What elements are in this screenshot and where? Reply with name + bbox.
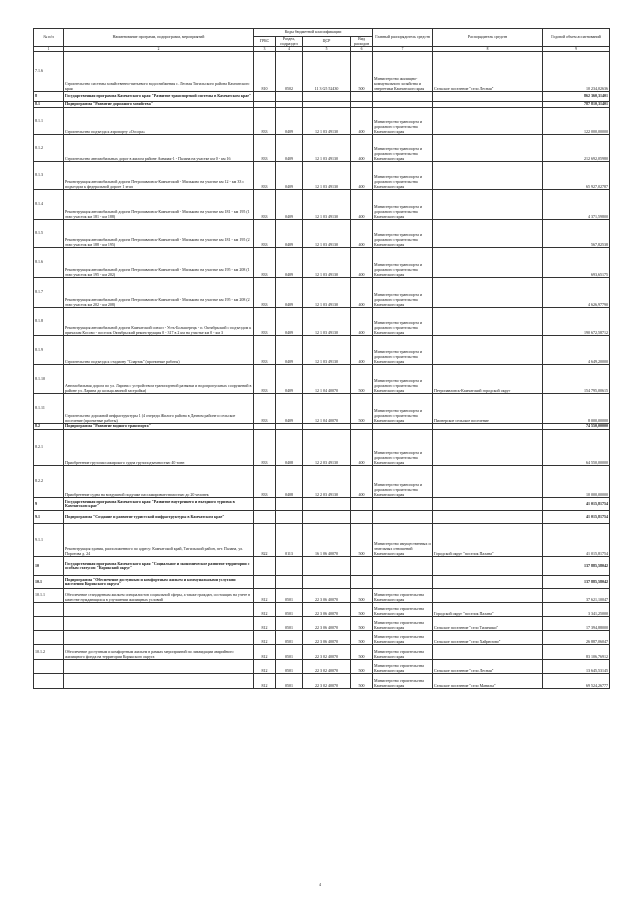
row-distributor (433, 135, 543, 162)
header-razdel: Раздел, подраздел (276, 37, 303, 47)
row-razdel: 0502 (276, 52, 303, 92)
row-amount: 37 621,10047 (543, 589, 610, 603)
row-number: 9.1.1 (34, 524, 64, 557)
row-amount: 65 927,02787 (543, 162, 610, 190)
table-row (34, 220, 610, 248)
row-name: Строительство системы хозяйственно-питьевого водоснабжения с. Лесная Тигильского района Камчатского края (64, 52, 254, 92)
row-csr: 22 3 06 40070 (303, 617, 351, 631)
row-responsible: Министерство транспорта и дорожного строительства Камчатского края (373, 135, 433, 162)
row-amount: 693,65175 (543, 248, 610, 278)
row-grbs (254, 557, 276, 576)
header-csr: ЦСР (303, 37, 351, 47)
table-row (34, 135, 610, 162)
row-responsible: Министерство строительства Камчатского края (373, 617, 433, 631)
row-razdel: 0501 (276, 645, 303, 660)
row-razdel (276, 498, 303, 511)
row-grbs: 833 (254, 365, 276, 394)
row-number: 8.1.10 (34, 365, 64, 394)
row-distributor (433, 190, 543, 220)
row-csr: 12 1 03 49130 (303, 190, 351, 220)
row-number: 8.2.2 (34, 466, 64, 498)
row-responsible (373, 576, 433, 589)
row-csr: 12 1 03 49130 (303, 336, 351, 365)
row-vr (351, 498, 373, 511)
row-razdel (276, 557, 303, 576)
row-vr: 400 (351, 430, 373, 466)
row-number: 8.1.11 (34, 394, 64, 424)
row-vr: 500 (351, 365, 373, 394)
row-razdel: 0501 (276, 589, 303, 603)
row-name: Реконструкция автомобильной дороги Петропавловск-Камчатский - Мильково на участке км 181 - км 195 (2 этап участок км 188 - км 195) (64, 220, 254, 248)
row-responsible: Министерство транспорта и дорожного строительства Камчатского края (373, 220, 433, 248)
table-row (34, 524, 610, 557)
row-grbs: 812 (254, 674, 276, 689)
row-responsible: Министерство строительства Камчатского края (373, 660, 433, 674)
row-vr: 500 (351, 674, 373, 689)
table-row (34, 52, 610, 92)
row-responsible: Министерство строительства Камчатского края (373, 631, 433, 645)
row-responsible: Министерство строительства Камчатского края (373, 589, 433, 603)
row-amount: 41 015,81754 (543, 524, 610, 557)
row-amount: 3 341,25000 (543, 603, 610, 617)
row-razdel: 0409 (276, 394, 303, 424)
row-razdel: 0408 (276, 430, 303, 466)
row-number: 8.1.1 (34, 108, 64, 135)
row-csr: 12 1 03 49130 (303, 135, 351, 162)
row-distributor (433, 430, 543, 466)
row-razdel: 0501 (276, 603, 303, 617)
header-index: 6 (351, 47, 373, 52)
row-distributor (433, 162, 543, 190)
row-amount: 10 000,00000 (543, 466, 610, 498)
row-distributor: Сельское поселение "село Манилы" (433, 674, 543, 689)
row-name: Подпрограмма "Развитие дорожного хозяйства" (64, 102, 254, 108)
table-row (34, 674, 610, 689)
row-razdel (276, 576, 303, 589)
row-number: 8.2.1 (34, 430, 64, 466)
row-razdel: 0501 (276, 660, 303, 674)
row-number: 7.1.6 (34, 52, 64, 92)
row-number: 8.1.8 (34, 308, 64, 336)
row-vr: 400 (351, 162, 373, 190)
table-row (34, 498, 610, 511)
row-name: Реконструкция автомобильной дороги Петропавловск-Камчатский - Мильково на участке км 195 - км 208 (2 этап участок км 202 - км 208) (64, 278, 254, 308)
row-amount: 64 550,00000 (543, 430, 610, 466)
row-responsible: Министерство транспорта и дорожного строительства Камчатского края (373, 466, 433, 498)
header-index: 5 (303, 47, 351, 52)
row-grbs: 833 (254, 108, 276, 135)
row-distributor (433, 278, 543, 308)
table-row (34, 278, 610, 308)
row-responsible: Министерство строительства Камчатского края (373, 645, 433, 660)
row-csr: 12 1 04 40070 (303, 365, 351, 394)
row-name: Приобретение судна на воздушной подушке пассажировместимостью до 20 человек (64, 466, 254, 498)
row-csr (303, 557, 351, 576)
row-name: Приобретение грузопассажирского судна грузоподъемностью 40 тонн (64, 430, 254, 466)
row-number: 8.1.7 (34, 278, 64, 308)
row-distributor (433, 308, 543, 336)
header-num: № п/п (34, 29, 64, 47)
row-distributor: Сельское поселение "село Хайрюзово" (433, 631, 543, 645)
row-csr: 22 3 02 40070 (303, 674, 351, 689)
row-razdel: 0409 (276, 190, 303, 220)
row-responsible: Министерство жилищно-коммунального хозяйства и энергетики Камчатского края (373, 52, 433, 92)
row-grbs (254, 511, 276, 524)
row-vr: 500 (351, 394, 373, 424)
row-razdel: 0501 (276, 631, 303, 645)
row-csr (303, 511, 351, 524)
row-grbs: 812 (254, 631, 276, 645)
row-name (64, 603, 254, 617)
table-row (34, 248, 610, 278)
row-amount: 862 360,31401 (543, 92, 610, 102)
table-row (34, 645, 610, 660)
row-distributor (433, 511, 543, 524)
row-amount: 190 672,58712 (543, 308, 610, 336)
row-name (64, 660, 254, 674)
row-name: Подпрограмма "Развитие водного транспорта" (64, 424, 254, 430)
row-number: 10 (34, 557, 64, 576)
row-distributor (433, 108, 543, 135)
row-grbs: 812 (254, 645, 276, 660)
row-amount: 41 015,81754 (543, 498, 610, 511)
row-number: 8.1.6 (34, 248, 64, 278)
row-grbs: 833 (254, 336, 276, 365)
row-grbs (254, 498, 276, 511)
row-distributor (433, 220, 543, 248)
row-csr: 12 1 03 49130 (303, 220, 351, 248)
row-vr (351, 511, 373, 524)
row-vr: 500 (351, 52, 373, 92)
row-grbs (254, 576, 276, 589)
row-amount: 83 106,76912 (543, 645, 610, 660)
row-responsible (373, 92, 433, 102)
header-amount: Годовой объем ассигнований (543, 29, 610, 47)
row-number: 8.1.4 (34, 190, 64, 220)
row-name: Реконструкция автомобильной дороги Петропавловск-Камчатский - Мильково на участке км 181 - км 195 (1 этап участок км 181 - км 188) (64, 190, 254, 220)
row-vr: 400 (351, 220, 373, 248)
row-grbs: 833 (254, 162, 276, 190)
row-grbs: 812 (254, 617, 276, 631)
table-row (34, 108, 610, 135)
row-distributor (433, 466, 543, 498)
row-name: Реконструкция автомобильной дороги Камчатский совхоз - Усть-Большерецк - п. Октябрьский с подъездом к причалам Косово - поселок Октябрьский реконструкция 0 - 317 в 2 км на участке км 0 - км 3 (64, 308, 254, 336)
budget-table (33, 28, 610, 689)
row-responsible: Министерство транспорта и дорожного строительства Камчатского края (373, 190, 433, 220)
row-number: 10.1.2 (34, 645, 64, 660)
row-csr: 12 1 04 40070 (303, 394, 351, 424)
row-amount: 154 795,00615 (543, 365, 610, 394)
row-csr: 12 1 03 49130 (303, 108, 351, 135)
row-distributor (433, 589, 543, 603)
row-vr: 500 (351, 524, 373, 557)
row-csr: 22 3 06 40070 (303, 589, 351, 603)
row-name: Строительство подъезда к стадиону "Спартак" (проектные работы) (64, 336, 254, 365)
row-csr: 11 3 G5 52430 (303, 52, 351, 92)
row-responsible (373, 498, 433, 511)
row-razdel: 0409 (276, 278, 303, 308)
row-distributor: Пионерское сельское поселение (433, 394, 543, 424)
row-grbs: 833 (254, 394, 276, 424)
row-number: 8 (34, 92, 64, 102)
row-razdel: 0409 (276, 365, 303, 394)
row-razdel (276, 92, 303, 102)
header-budget-codes: Коды бюджетной классификации (254, 29, 373, 37)
row-vr: 500 (351, 589, 373, 603)
row-amount: 122 000,00000 (543, 108, 610, 135)
row-grbs: 833 (254, 430, 276, 466)
row-vr: 500 (351, 617, 373, 631)
header-index: 2 (64, 47, 254, 52)
row-csr: 12 1 03 49130 (303, 162, 351, 190)
header-index: 8 (433, 47, 543, 52)
row-vr: 400 (351, 466, 373, 498)
table-row (34, 617, 610, 631)
row-grbs: 812 (254, 603, 276, 617)
row-vr: 400 (351, 248, 373, 278)
row-vr: 500 (351, 645, 373, 660)
row-razdel: 0409 (276, 336, 303, 365)
row-grbs (254, 92, 276, 102)
row-responsible: Министерство транспорта и дорожного строительства Камчатского края (373, 394, 433, 424)
row-responsible: Министерство транспорта и дорожного строительства Камчатского края (373, 365, 433, 394)
table-row (34, 589, 610, 603)
row-vr: 400 (351, 336, 373, 365)
header-index: 3 (254, 47, 276, 52)
row-razdel: 0501 (276, 617, 303, 631)
row-responsible: Министерство транспорта и дорожного строительства Камчатского края (373, 278, 433, 308)
row-csr (303, 92, 351, 102)
row-csr: 12 1 03 49130 (303, 308, 351, 336)
header-index: 1 (34, 47, 64, 52)
row-amount: 137 885,58042 (543, 576, 610, 589)
row-grbs: 812 (254, 660, 276, 674)
row-razdel: 0409 (276, 108, 303, 135)
row-number: 9 (34, 498, 64, 511)
header-distributor: Распорядитель средств (433, 29, 543, 47)
row-name (64, 617, 254, 631)
table-row (34, 660, 610, 674)
row-grbs: 833 (254, 220, 276, 248)
row-vr (351, 92, 373, 102)
row-distributor (433, 645, 543, 660)
table-row (34, 92, 610, 102)
table-row (34, 603, 610, 617)
table-row (34, 162, 610, 190)
row-distributor: Городской округ "поселок Палана" (433, 603, 543, 617)
row-distributor (433, 248, 543, 278)
row-vr: 400 (351, 278, 373, 308)
row-name: Государственная программа Камчатского края "Развитие транспортной системы в Камчатском крае" (64, 92, 254, 102)
row-vr: 500 (351, 603, 373, 617)
row-distributor (433, 92, 543, 102)
table-row (34, 365, 610, 394)
row-responsible: Министерство транспорта и дорожного строительства Камчатского края (373, 308, 433, 336)
row-responsible: Министерство транспорта и дорожного строительства Камчатского края (373, 248, 433, 278)
row-amount: 10 234,02636 (543, 52, 610, 92)
row-grbs: 833 (254, 135, 276, 162)
row-distributor: Петропавловск-Камчатский городской округ (433, 365, 543, 394)
row-name: Реконструкция здания, расположенного по адресу: Камчатский край, Тигильский район, пгт. Палана, ул. Поротова д. 24 (64, 524, 254, 557)
row-amount: 26 887,06047 (543, 631, 610, 645)
row-grbs: 810 (254, 52, 276, 92)
row-responsible: Министерство строительства Камчатского края (373, 603, 433, 617)
row-name: Государственная программа Камчатского края "Развитие внутреннего и въездного туризма в Камчатском крае" (64, 498, 254, 511)
row-number: 8.2 (34, 424, 64, 430)
row-number: 10.1 (34, 576, 64, 589)
row-name (64, 631, 254, 645)
row-razdel: 0113 (276, 524, 303, 557)
row-responsible: Министерство строительства Камчатского края (373, 674, 433, 689)
row-number (34, 660, 64, 674)
row-grbs: 833 (254, 308, 276, 336)
row-razdel: 0409 (276, 308, 303, 336)
row-number: 10.1.1 (34, 589, 64, 603)
row-amount: 4 649,20000 (543, 336, 610, 365)
row-amount: 567,82538 (543, 220, 610, 248)
row-amount: 13 645,53145 (543, 660, 610, 674)
row-name: Подпрограмма "Обеспечение доступным и комфортным жильем и коммунальными услугами населения Корякского округа" (64, 576, 254, 589)
header-index: 4 (276, 47, 303, 52)
row-amount: 4 626,97790 (543, 278, 610, 308)
table-row (34, 576, 610, 589)
row-number: 9.1 (34, 511, 64, 524)
row-razdel: 0409 (276, 135, 303, 162)
page-number: 4 (319, 882, 321, 887)
row-name: Строительство автомобильных дорог в жилом районе Аммиак-1 - Палана на участке км 0 - км 16 (64, 135, 254, 162)
row-name (64, 674, 254, 689)
row-distributor: Сельское поселение "село Лесная" (433, 660, 543, 674)
row-number: 8.1.3 (34, 162, 64, 190)
row-number: 8.1.2 (34, 135, 64, 162)
table-row (34, 631, 610, 645)
row-amount: 41 015,81754 (543, 511, 610, 524)
row-responsible: Министерство имущественных и земельных отношений Камчатского края (373, 524, 433, 557)
table-body (34, 52, 610, 689)
row-number: 8.1 (34, 102, 64, 108)
header-responsible: Главный распорядитель средств (373, 29, 433, 47)
row-amount: 74 550,00000 (543, 424, 610, 430)
header-grbs: ГРБС (254, 37, 276, 47)
row-name: Автомобильная дорога по ул. Ларина с устройством транспортной развязки и водопропускных сооружений в районе ул. Ларина до кольца авиной застройки) (64, 365, 254, 394)
row-vr (351, 557, 373, 576)
row-responsible: Министерство транспорта и дорожного строительства Камчатского края (373, 336, 433, 365)
row-csr: 22 3 06 40070 (303, 603, 351, 617)
row-distributor (433, 336, 543, 365)
row-csr: 22 3 02 40070 (303, 645, 351, 660)
row-responsible: Министерство транспорта и дорожного строительства Камчатского края (373, 108, 433, 135)
row-razdel: 0408 (276, 466, 303, 498)
row-number: 8.1.9 (34, 336, 64, 365)
row-csr: 12 2 03 49130 (303, 430, 351, 466)
table-row (34, 511, 610, 524)
row-grbs: 833 (254, 278, 276, 308)
row-razdel (276, 511, 303, 524)
header-vr: Вид расходов (351, 37, 373, 47)
row-responsible (373, 511, 433, 524)
table-row (34, 190, 610, 220)
row-responsible (373, 557, 433, 576)
row-grbs: 833 (254, 466, 276, 498)
row-vr: 500 (351, 660, 373, 674)
row-name: Реконструкция автомобильной дороги Петропавловск-Камчатский - Мильково на участке км 195 - км 208 (1 этап участок км 195 - км 202) (64, 248, 254, 278)
row-csr: 12 1 03 49130 (303, 278, 351, 308)
row-name: Подпрограмма "Создание и развитие туристской инфраструктуры в Камчатском крае" (64, 511, 254, 524)
row-csr: 16 1 06 40070 (303, 524, 351, 557)
row-name: Государственная программа Камчатского края "Социальное и экономическое развитие территории с особым статусом "Корякский округ" (64, 557, 254, 576)
header-index: 9 (543, 47, 610, 52)
row-vr: 400 (351, 190, 373, 220)
row-amount: 17 394,88000 (543, 617, 610, 631)
row-vr: 400 (351, 108, 373, 135)
row-csr: 12 2 03 49130 (303, 466, 351, 498)
row-csr (303, 576, 351, 589)
row-grbs: 833 (254, 248, 276, 278)
row-number (34, 674, 64, 689)
row-grbs: 822 (254, 524, 276, 557)
row-responsible: Министерство транспорта и дорожного строительства Камчатского края (373, 430, 433, 466)
document-sheet (33, 28, 609, 689)
row-name: Строительство дорожной инфраструктуры 1 (4 очереди Жилого района в Дачном районе и сельское поселение (проектные работы) (64, 394, 254, 424)
table-row (34, 308, 610, 336)
row-distributor: Сельское поселение "село Тиличики" (433, 617, 543, 631)
row-amount: 4 371,59800 (543, 190, 610, 220)
row-vr: 500 (351, 631, 373, 645)
row-grbs: 812 (254, 589, 276, 603)
row-number (34, 603, 64, 617)
row-csr: 12 1 03 49130 (303, 248, 351, 278)
row-csr: 22 3 02 40070 (303, 660, 351, 674)
row-razdel: 0501 (276, 674, 303, 689)
table-row (34, 557, 610, 576)
row-distributor: Городской округ "поселок Палана" (433, 524, 543, 557)
row-number: 8.1.5 (34, 220, 64, 248)
row-name: Обеспечение доступным и комфортным жильем в рамках мероприятий по ликвидации аварийного жилищного фонда на территории Корякского округа (64, 645, 254, 660)
row-grbs: 833 (254, 190, 276, 220)
row-amount: 8 000,00000 (543, 394, 610, 424)
row-name: Реконструкция автомобильной дороги Петропавловск-Камчатский - Мильково на участке км 12 - км 33 с подъездом к федеральной дороге 1 этап (64, 162, 254, 190)
row-responsible: Министерство транспорта и дорожного строительства Камчатского края (373, 162, 433, 190)
row-name: Обеспечение стандартным жильем специалистов социальной сферы, а также граждан, состоящих на учете в качестве нуждающихся в улучшении жилищных условий (64, 589, 254, 603)
row-number (34, 617, 64, 631)
header-index: 7 (373, 47, 433, 52)
row-distributor: Сельское поселение "село Лесная" (433, 52, 543, 92)
row-razdel: 0409 (276, 248, 303, 278)
row-razdel: 0409 (276, 162, 303, 190)
row-distributor (433, 576, 543, 589)
row-vr: 400 (351, 135, 373, 162)
row-amount: 69 524,26777 (543, 674, 610, 689)
row-csr: 22 3 06 40070 (303, 631, 351, 645)
row-vr (351, 576, 373, 589)
row-number (34, 631, 64, 645)
row-name: Строительство подъезда к аэропорту «Оссора» (64, 108, 254, 135)
row-distributor (433, 557, 543, 576)
row-distributor (433, 498, 543, 511)
header-name: Наименование программ, подпрограмм, мероприятий (64, 29, 254, 47)
row-csr (303, 498, 351, 511)
row-vr: 400 (351, 308, 373, 336)
table-row (34, 336, 610, 365)
row-amount: 212 692,05980 (543, 135, 610, 162)
row-amount: 137 885,58042 (543, 557, 610, 576)
table-row (34, 394, 610, 424)
table-row (34, 466, 610, 498)
row-amount: 787 810,31401 (543, 102, 610, 108)
table-row (34, 430, 610, 466)
row-razdel: 0409 (276, 220, 303, 248)
